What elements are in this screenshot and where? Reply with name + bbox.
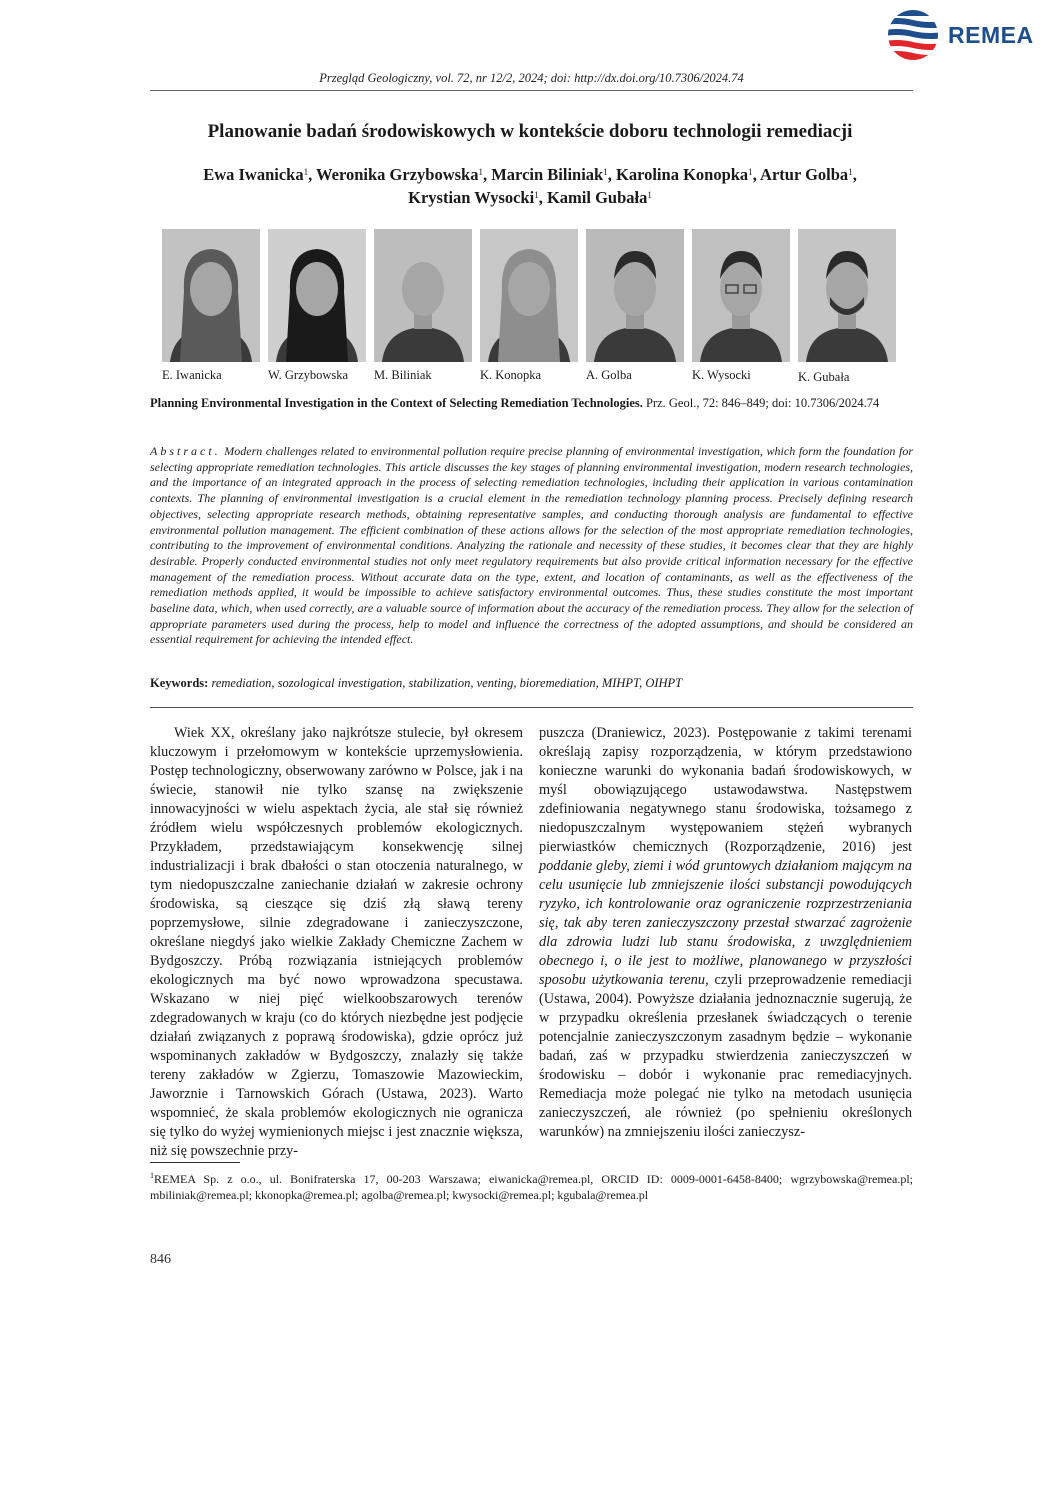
body-text: puszcza (Draniewicz, 2023). Postępowanie z takimi terenami określają zapisy rozporządzenia, w którym przedstawiono konieczne warunki do wykonania badań środowiskowych, w myśl obowiązującego ustawodawstwa. Następstwem zdefiniowania negatywnego stanu środowiska, tożsamego z niedopuszczalnym występowaniem stężeń wybranych pierwiastków chemicznych (Rozporządzenie, 2016) jest xyxy=(539,725,912,855)
article-title: Planowanie badań środowiskowych w kontekście doboru technologii remediacji xyxy=(207,121,853,142)
author-separator: , xyxy=(308,165,317,184)
author-name: Karolina Konopka xyxy=(615,165,749,184)
affiliation-marker: 1 xyxy=(303,167,309,177)
author-name: Artur Golba xyxy=(760,165,849,184)
author-photo xyxy=(162,229,260,362)
authors-block xyxy=(130,163,930,209)
affiliation-marker: 1 xyxy=(848,167,853,177)
body-text: , czyli przeprowadzenie remediacji (Ustawa, 2004). Powyższe działania jednoznacznie sugerują, że w przypadku określenia przesłanek świadczących o terenie potencjalnie zanieczyszczonym zasadnym będzie – wykonanie badań, zaś w przypadku stwierdzenia zanieczyszczeń w środowisku – dobór i wykonanie prac remediacyjnych. Remediacja może polegać nie tylko na metodach usunięcia zanieczyszczeń, ale również (po spełnieniu określonych warunków) na zmniejszeniu ilości zanieczysz- xyxy=(539,972,912,1140)
keywords xyxy=(150,676,913,691)
author-photo xyxy=(268,229,366,362)
affiliation-marker: 1 xyxy=(478,167,483,177)
footnote xyxy=(150,1168,913,1203)
author-separator: , xyxy=(607,165,616,184)
body-paragraph xyxy=(539,724,912,1142)
abstract-divider xyxy=(150,707,913,708)
body-quote: poddanie gleby, ziemi i wód gruntowych działaniom mającym na celu usunięcie lub zmniejszenie ilości substancji powodujących ryzyko, ich kontrolowanie oraz ograniczenie rozprzestrzeniania się, tak aby teren zanieczyszczony przestał stwarzać zagrożenie dla zdrowia ludzi lub stanu środowiska, z uwzględnieniem obecnego i, o ile jest to możliwe, planowanego w przyszłości sposobu użytkowania terenu xyxy=(539,858,912,988)
page-number: 846 xyxy=(150,1252,171,1267)
header-divider xyxy=(150,90,913,91)
photo-caption: W. Grzybowska xyxy=(268,368,349,382)
photo-caption: E. Iwanicka xyxy=(162,368,222,382)
keywords-text: remediation, sozological investigation, stabilization, venting, bioremediation, MIHPT, OIHPT xyxy=(211,676,683,690)
authors-line-2 xyxy=(130,186,930,209)
photo-caption: K. Konopka xyxy=(480,368,542,382)
footnote-text: REMEA Sp. z o.o., ul. Bonifraterska 17, 00-203 Warszawa; eiwanicka@remea.pl, ORCID ID: 0009-0001-6458-8400; wgrzybowska@remea.pl; mbiliniak@remea.pl; kkonopka@remea.pl; agolba@remea.pl; kwysocki@remea.pl; kgubala@remea.pl xyxy=(150,1172,913,1202)
photo-caption: M. Biliniak xyxy=(374,368,432,382)
journal-reference: Przegląd Geologiczny, vol. 72, nr 12/2, 2024; doi: http://dx.doi.org/10.7306/2024.74 xyxy=(319,71,744,85)
author-separator: , xyxy=(482,165,492,184)
body-paragraph: Wiek XX, określany jako najkrótsze stulecie, był okresem kluczowym i przełomowym w kontekście uprzemysłowienia. Postęp technologiczny, obserwowany zarówno w Polsce, jak i na świecie, stanowił nie tylko szansę na zwiększenie innowacyjności w wielu aspektach życia, ale stał się również źródłem wielu współczesnych problemów ekologicznych. Przykładem, przedstawiającym konsekwencję silnej industrializacji i brak dbałości o stan otoczenia naturalnego, w tym niedopuszczalne zaniechanie działań w zakresie ochrony środowiska, są cieszące się dziś złą sławą tereny poprzemysłowe, silnie zdegradowane i zanieczyszczone, określane niegdyś jako wielkie Zakłady Chemiczne Zachem w Bydgoszczy. Próbą rozwiązania istniejących problemów ekologicznych ma być nowo wprowadzona specustawa. Wskazano w niej pięć wielkoobszarowych terenów zdegradowanych w kraju (co do których niezbędne jest podjęcie działań związanych z poprawą środowiska), gdzie oprócz już wspominanych zakładów w Bydgoszczy, znalazły się także tereny zakładów w Zgierzu, Tomaszowie Mazowieckim, Jaworznie i Tarnowskich Górach (Ustawa, 2023). Warto wspomnieć, że skala problemów ekologicznych nie ogranicza się tylko do wyżej wymienionych miejsc i jest znacznie większa, niż się powszechnie przy- xyxy=(150,725,523,1159)
affiliation-marker: 1 xyxy=(748,167,753,177)
author-separator: , xyxy=(852,165,857,184)
author-photo xyxy=(374,229,472,362)
english-title-ref: Prz. Geol., 72: 846–849; doi: 10.7306/2024.74 xyxy=(642,396,880,410)
authors-line-1 xyxy=(130,163,930,186)
abstract-text: Modern challenges related to environmental pollution require precise planning of environmental investigation, which form the foundation for selecting appropriate remediation technologies. This article discusses the key stages of planning environmental investigation, modern research technologies, and the importance of an integrated approach in the process of selecting remediation technologies, including their application in various contamination contexts. The planning of environmental investigation is a crucial element in the remediation technology planning process. Precisely defining research objectives, selecting appropriate research methods, obtaining representative samples, and conducting thorough analysis are fundamental to effective environmental pollution management. The efficient combination of these actions allows for the selection of the most appropriate remediation technologies, contributing to the improvement of environmental conditions. Analyzing the rationale and necessity of these studies, it becomes clear that they are highly desirable. Properly conducted environmental studies not only meet regulatory requirements but also provide critical information necessary for the effective management of the remediation process. Without accurate data on the type, extent, and location of contaminants, as well as the effectiveness of the remediation methods applied, it would be impossible to achieve satisfactory environmental outcomes. Thus, these studies constitute the most important baseline data, which, when used correctly, are a valuable source of information about the accuracy of the remediation process. They allow for the selection of appropriate parameters used during the process, help to model and influence the correctness of the adopted assumptions, and should be considered an essential requirement for achieving the intended effect. xyxy=(150,444,914,647)
english-title xyxy=(150,395,913,411)
author-name: Kamil Gubała xyxy=(546,188,648,207)
footnote-marker: 1 xyxy=(150,1171,154,1180)
logo-text: REMEA xyxy=(948,22,1034,48)
author-photo xyxy=(586,229,684,362)
english-title-bold: Planning Environmental Investigation in the Context of Selecting Remediation Technologies. xyxy=(150,396,643,410)
author-photo xyxy=(480,229,578,362)
author-name: Weronika Grzybowska xyxy=(316,165,479,184)
author-name: Ewa Iwanicka xyxy=(203,165,304,184)
author-separator: , xyxy=(538,188,547,207)
body-column-left xyxy=(150,724,523,1161)
author-name: Marcin Biliniak xyxy=(491,165,604,184)
photo-caption: K. Gubała xyxy=(798,370,850,384)
author-photo xyxy=(798,229,896,362)
photo-caption: A. Golba xyxy=(586,368,632,382)
affiliation-marker: 1 xyxy=(534,190,539,200)
abstract-label: Abstract. xyxy=(150,444,221,458)
author-photo xyxy=(692,229,790,362)
keywords-label: Keywords: xyxy=(150,676,209,690)
photo-caption: K. Wysocki xyxy=(692,368,751,382)
body-column-right xyxy=(539,724,912,1142)
abstract xyxy=(150,444,913,648)
author-separator: , xyxy=(752,165,761,184)
affiliation-marker: 1 xyxy=(603,167,608,177)
author-name: Krystian Wysocki xyxy=(408,188,535,207)
footnote-divider xyxy=(150,1162,240,1163)
affiliation-marker: 1 xyxy=(647,190,652,200)
